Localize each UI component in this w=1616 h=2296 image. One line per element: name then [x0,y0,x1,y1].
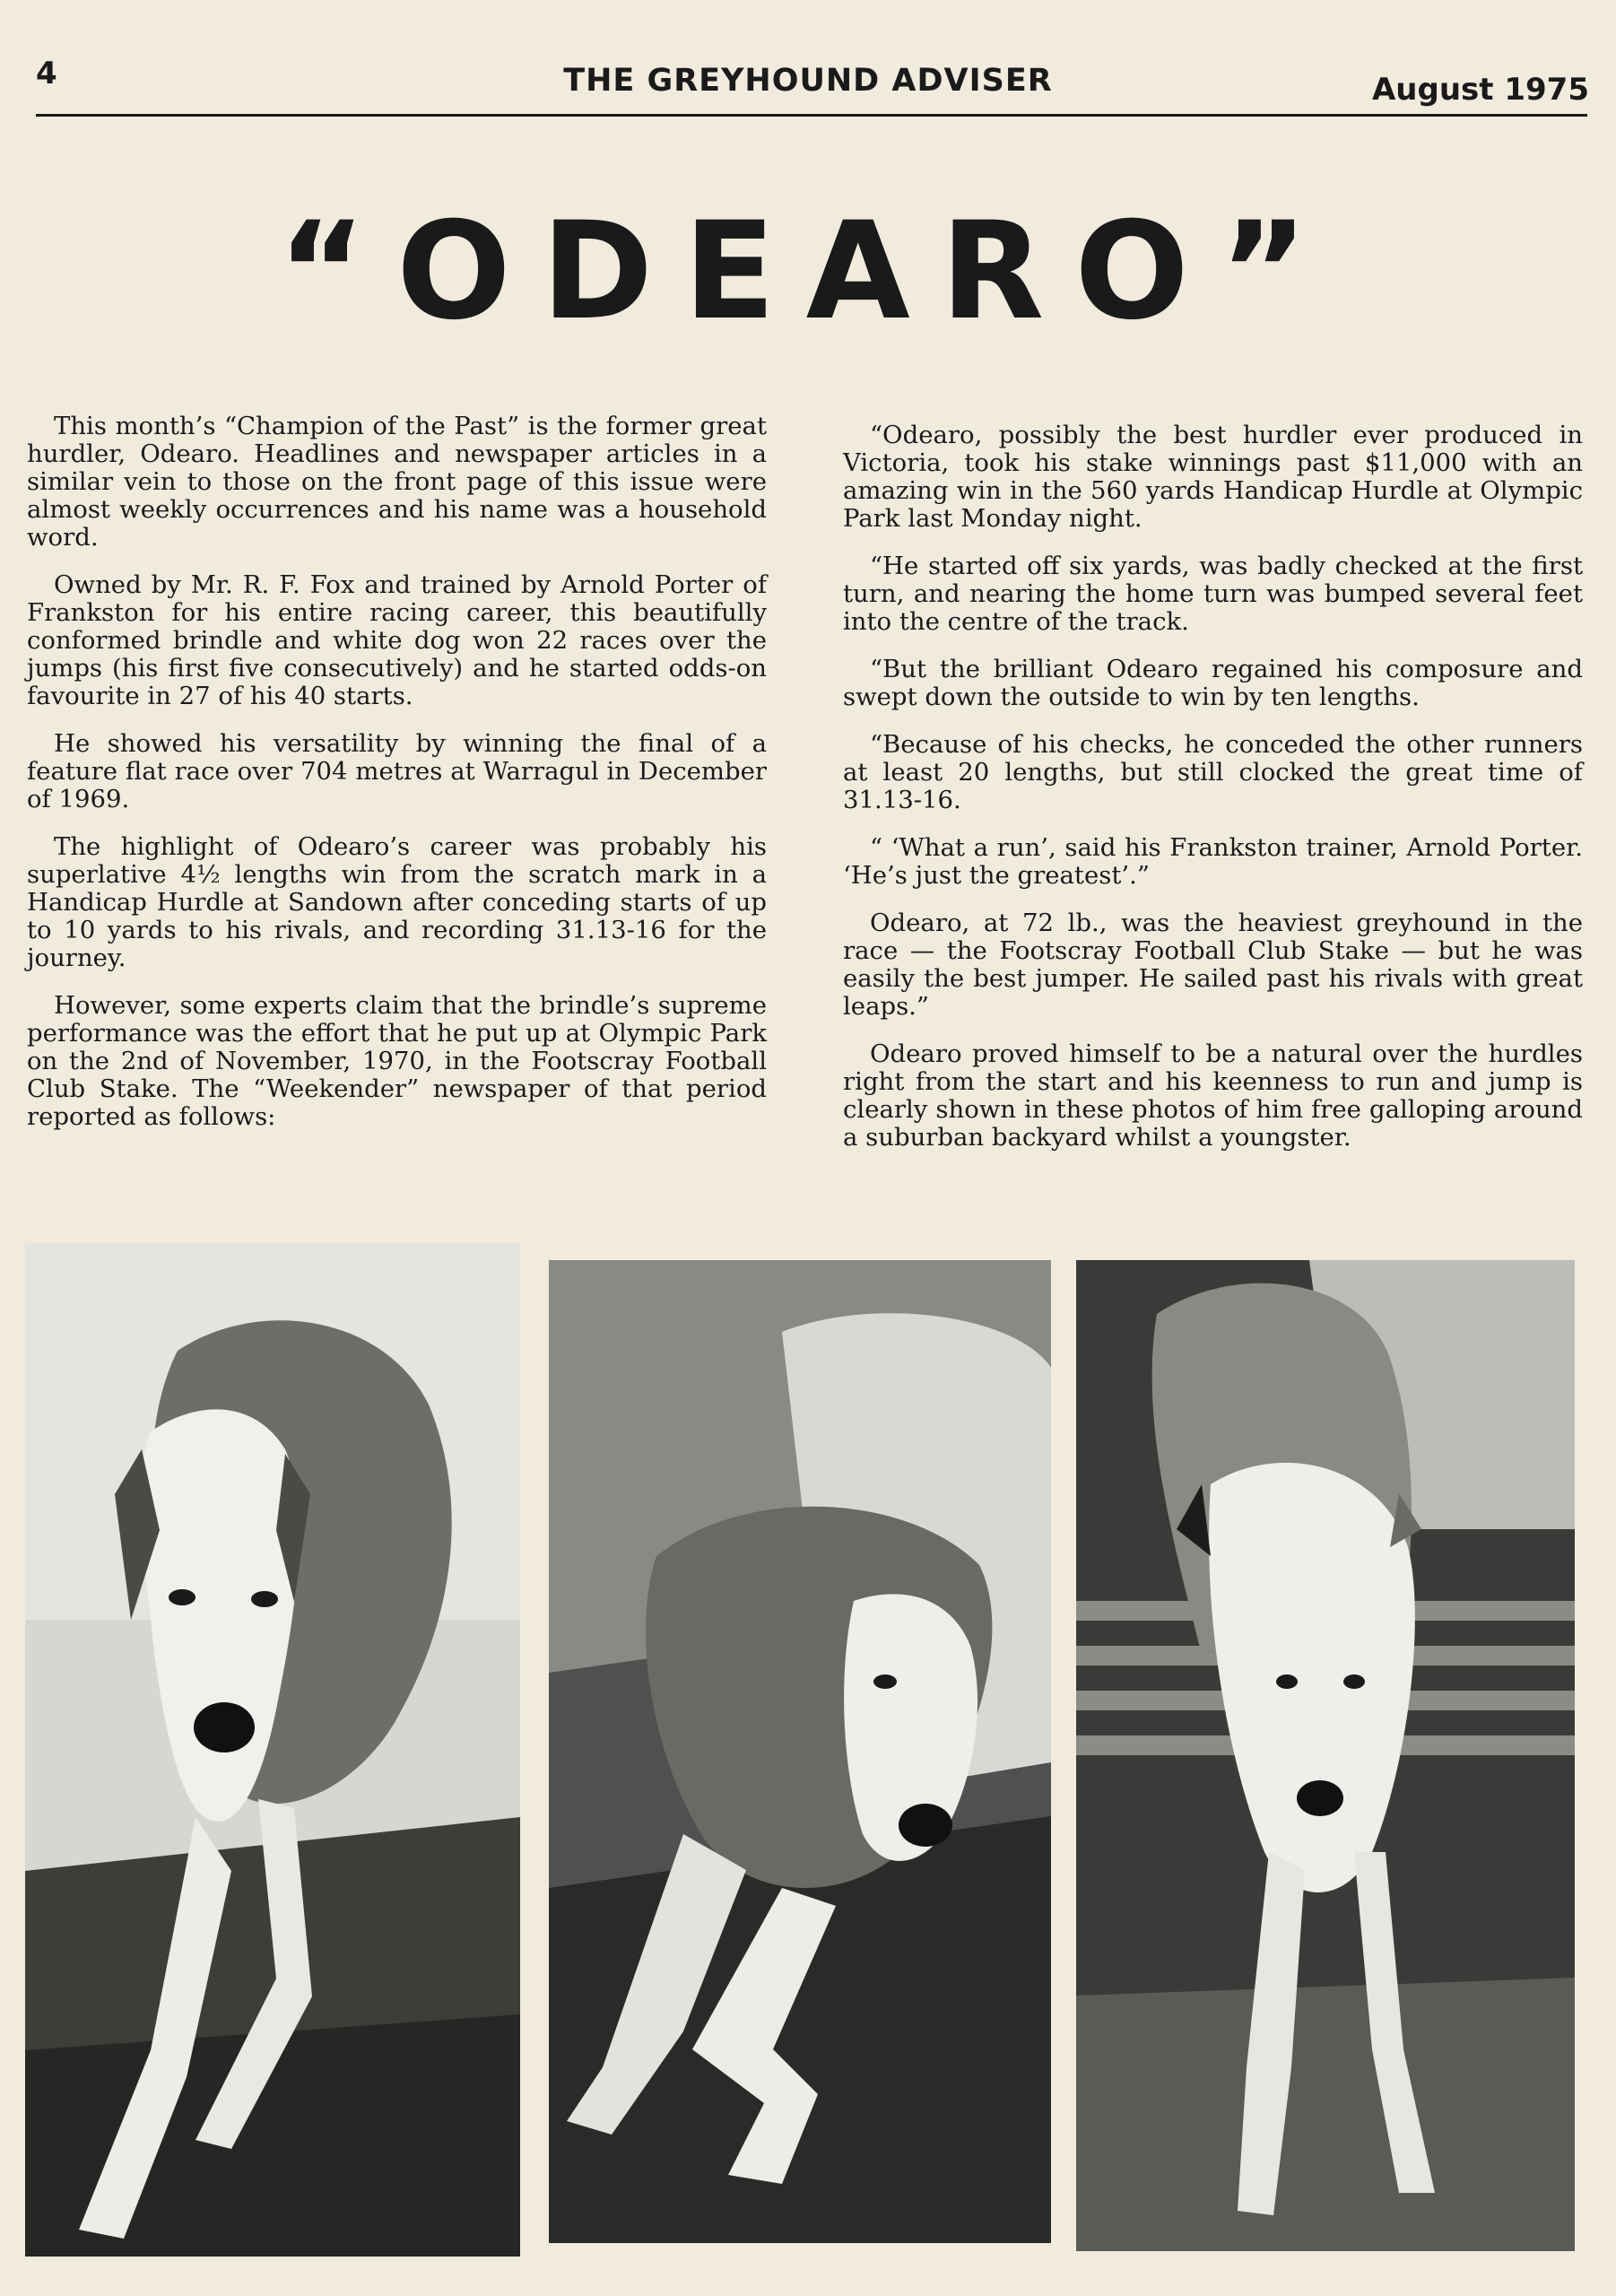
paragraph: “Odearo, possibly the best hurdler ever produced in Victoria, took his stake winnings past $11,000 with an amazing win in the 560 yards Handicap Hurdle at Olympic Park last Monday night. [843,421,1583,533]
greyhound-photo-3 [1076,1260,1575,2251]
paragraph: The highlight of Odearo’s career was probably his superlative 4½ lengths win from the scratch mark in a Handicap Hurdle at Sandown after conceding starts of up to 10 yards to his rivals, and recording 31.13-16 for the journey. [27,832,767,972]
paragraph: “ ‘What a run’, said his Frankston trainer, Arnold Porter. ‘He’s just the greatest’.” [843,833,1583,890]
publication-title: THE GREYHOUND ADVISER [563,63,1053,99]
paragraph: He showed his versatility by winning the final of a feature flat race over 704 metres at Warragul in December of 1969. [27,729,767,813]
header-rule [36,114,1587,117]
paragraph: Owned by Mr. R. F. Fox and trained by Arnold Porter of Frankston for his entire racing career, this beautifully conformed brindle and white dog won 22 races over the jumps (his first five consecutively) and he started odds-on favourite in 27 of his 40 starts. [27,570,767,710]
paragraph: “Because of his checks, he conceded the other runners at least 20 lengths, but still clocked the great time of 31.13-16. [843,730,1583,814]
paragraph: “He started off six yards, was badly checked at the first turn, and nearing the home turn was bumped several feet into the centre of the track. [843,552,1583,636]
right-column [843,422,1583,1171]
paragraph: However, some experts claim that the brindle’s supreme performance was the effort that he put up at Olympic Park on the 2nd of November, 1970, in the Footscray Football Club Stake. The “Weekender” newspaper of that period reported as follows: [27,991,767,1131]
greyhound-photo-1 [25,1243,520,2257]
paragraph: Odearo proved himself to be a natural over the hurdles right from the start and his keenness to run and jump is clearly shown in these photos of him free galloping around a suburban backyard whilst a youngster. [843,1039,1583,1152]
greyhound-photo-2 [549,1260,1051,2243]
page-header [0,0,1616,126]
issue-date: August 1975 [1371,72,1589,108]
left-column [27,413,767,1151]
paragraph: “But the brilliant Odearo regained his composure and swept down the outside to win by ten lengths. [843,655,1583,711]
page-number: 4 [36,56,57,91]
paragraph: This month’s “Champion of the Past” is the former great hurdler, Odearo. Headlines and newspaper articles in a similar vein to those on the front page of this issue were almost weekly occurrences and his name was a household word. [27,412,767,552]
article-headline: “ODEARO” [277,194,1339,350]
paragraph: Odearo, at 72 lb., was the heaviest greyhound in the race — the Footscray Football Club Stake — but he was easily the best jumper. He sailed past his rivals with great leaps.” [843,909,1583,1021]
